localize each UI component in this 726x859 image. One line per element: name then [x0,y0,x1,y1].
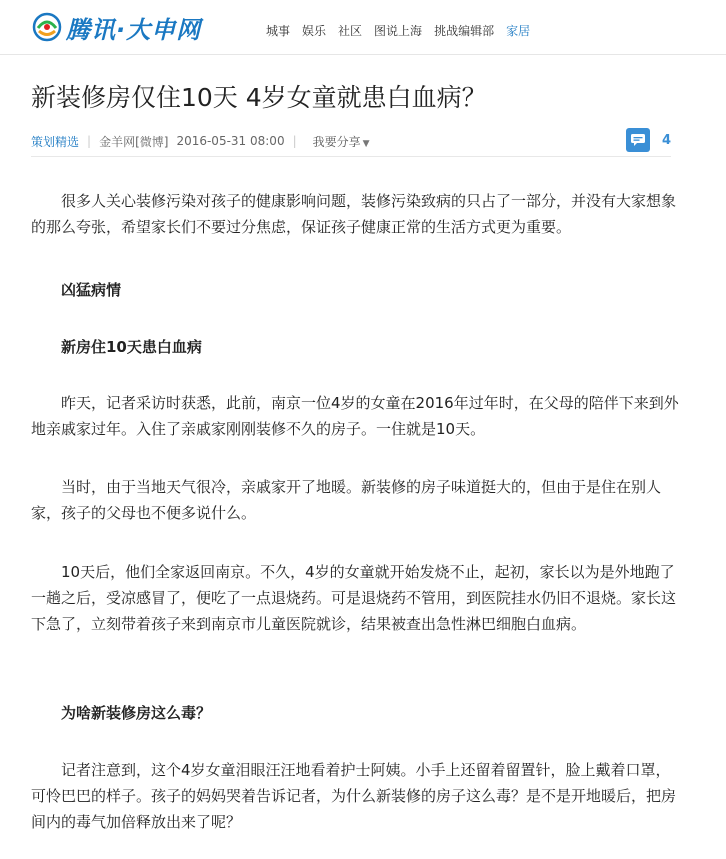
nav-item-shequ[interactable]: 社区 [338,24,363,38]
nav-item-tushuo-shanghai[interactable]: 图说上海 [374,24,423,38]
logo-text: 腾讯·大申网 [66,15,202,44]
site-header [0,0,726,55]
article-paragraph: 记者注意到，这个4岁女童泪眼汪汪地看着护士阿姨。小手上还留着留置针，脸上戴着口罩，可怜巴巴的样子。孩子的妈妈哭着告诉记者，为什么新装修的房子这么毒？是不是开地暖后，把房间内的毒气加倍释放出来了呢？ [31,761,677,831]
article-paragraph: 当时，由于当地天气很冷，亲戚家开了地暖。新装修的房子味道挺大的，但由于是住在别人家，孩子的父母也不便多说什么。 [31,478,662,522]
comment-button[interactable] [626,128,671,152]
article-title: 新装修房仅住10天 4岁女童就患白血病？ [31,83,487,112]
meta-divider: | [292,134,297,148]
logo-icon [32,12,62,42]
share-button[interactable] [313,133,370,150]
category-link[interactable]: 策划精选 [31,134,80,149]
channel-nav [266,22,542,39]
nav-item-tiaozhan-bianjibu[interactable]: 挑战编辑部 [434,24,495,38]
site-logo[interactable] [32,10,201,44]
chevron-down-icon: ▼ [362,138,370,149]
article-paragraph: 10天后，他们全家返回南京。不久，4岁的女童就开始发烧不止，起初，家长以为是外地跑了一趟之后，受凉感冒了，便吃了一点退烧药。可是退烧药不管用，到医院挂水仍旧不退烧。家长这下急了，立刻带着孩子来到南京市儿童医院就诊，结果被查出急性淋巴细胞白血病。 [31,563,677,633]
nav-item-chengshi[interactable]: 城事 [266,24,291,38]
comment-icon [626,128,650,152]
publish-date: 2016-05-31 08:00 [176,134,285,148]
section-heading: 新房住10天患白血病 [61,338,202,356]
section-heading: 凶猛病情 [61,281,122,299]
section-heading: 为啥新装修房这么毒？ [61,704,212,722]
article-meta [31,126,671,157]
comment-count: 4 [661,132,671,148]
article-paragraph: 很多人关心装修污染对孩子的健康影响问题，装修污染致病的只占了一部分，并没有大家想象的那么夸张，希望家长们不要过分焦虑，保证孩子健康正常的生活方式更为重要。 [31,192,677,236]
article-source[interactable]: 金羊网[微博] [99,134,169,149]
nav-item-yule[interactable]: 娱乐 [302,24,327,38]
article-paragraph: 昨天，记者采访时获悉，此前，南京一位4岁的女童在2016年过年时，在父母的陪伴下来到外地亲戚家过年。入住了亲戚家刚刚装修不久的房子。一住就是10天。 [31,394,679,438]
share-label: 我要分享 [312,134,361,149]
nav-item-jiaju[interactable]: 家居 [506,24,531,38]
meta-divider: | [87,134,92,148]
